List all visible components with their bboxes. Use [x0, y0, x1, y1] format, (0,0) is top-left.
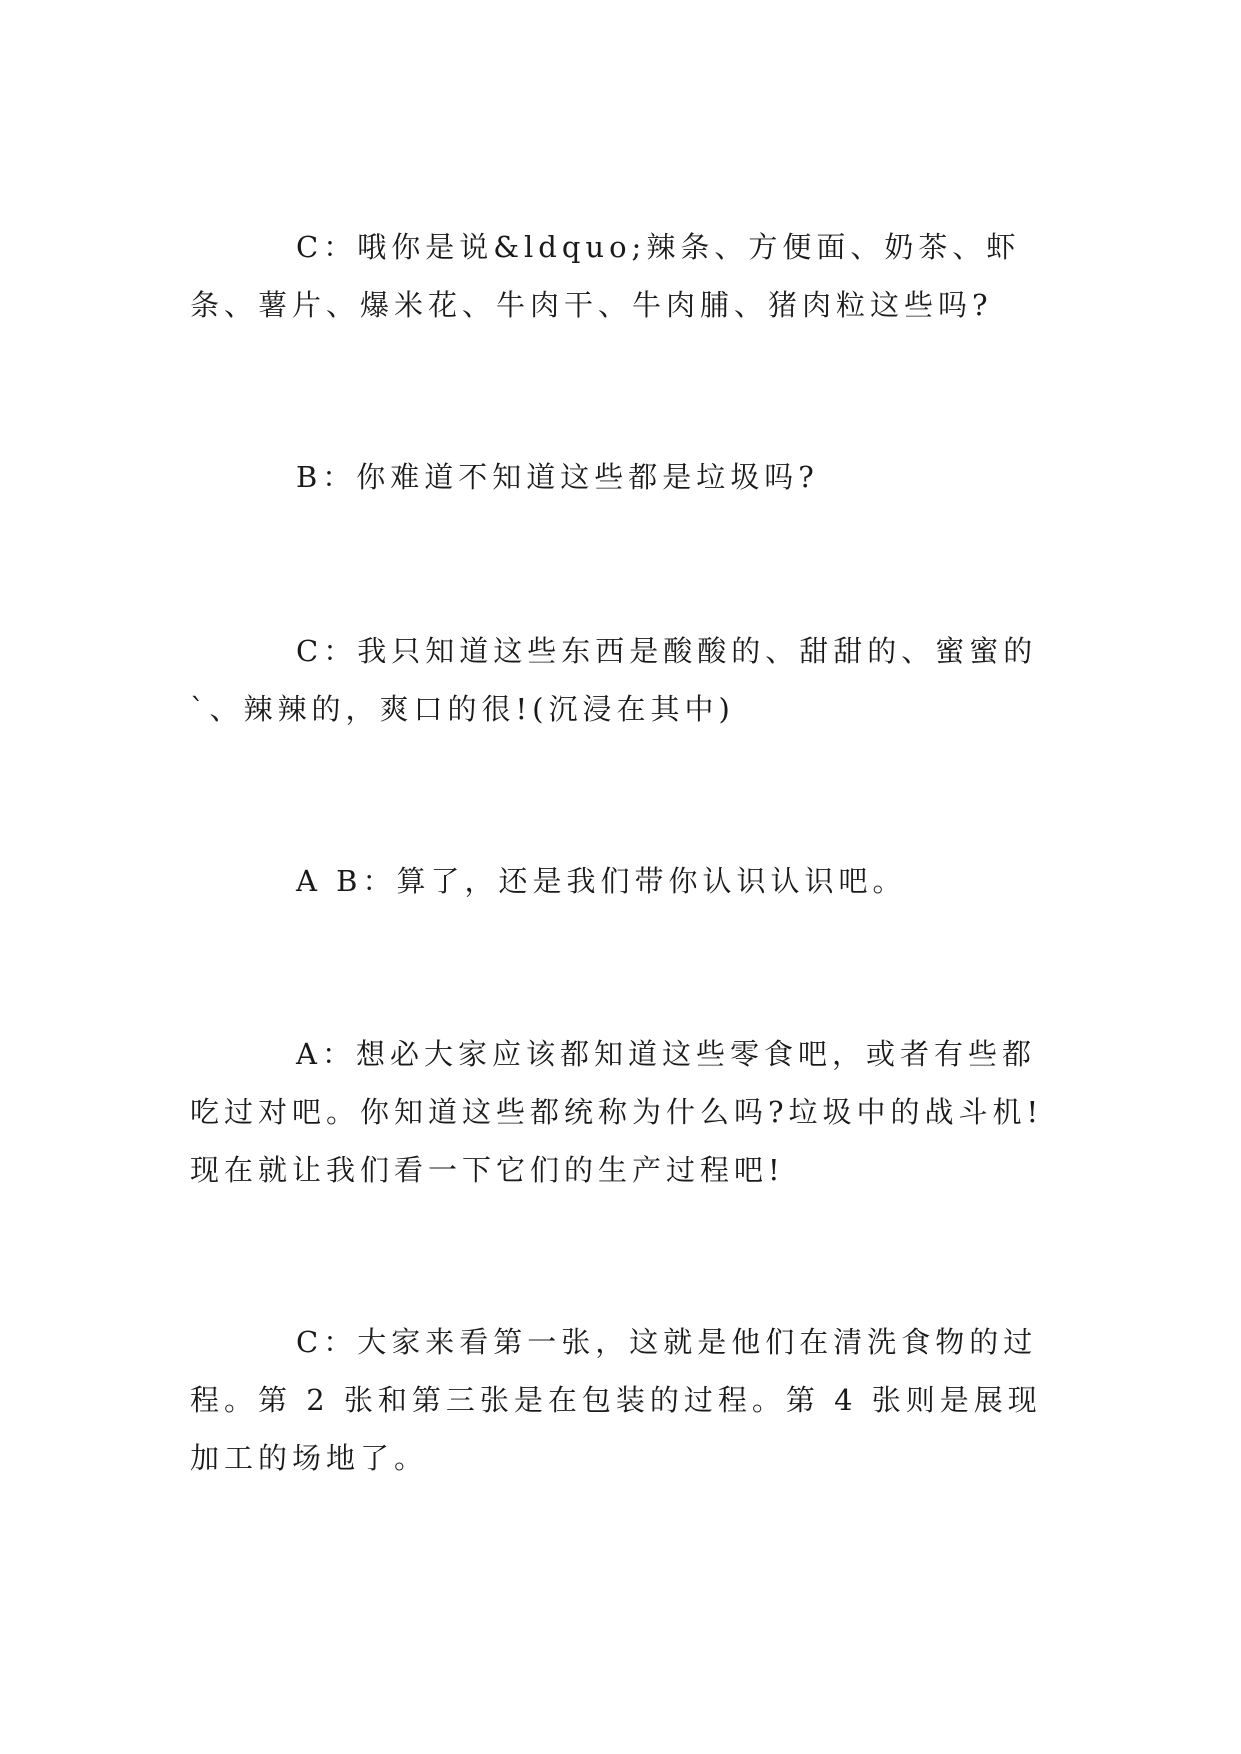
dialogue-paragraph-2: B：你难道不知道这些都是垃圾吗?	[296, 460, 819, 494]
dialogue-paragraph-4: A B：算了，还是我们带你认识认识吧。	[296, 864, 907, 898]
dialogue-paragraph-6: C：大家来看第一张，这就是他们在清洗食物的过程。第 2 张和第三张是在包装的过程。第 4 张则是展现加工的场地了。	[190, 1325, 1042, 1475]
dialogue-paragraph-1: C：哦你是说&ldquo;辣条、方便面、奶茶、虾条、薯片、爆米花、牛肉干、牛肉脯、猪肉粒这些吗?	[190, 230, 1021, 322]
dialogue-paragraph-5: A：想必大家应该都知道这些零食吧，或者有些都吃过对吧。你知道这些都统称为什么吗?垃圾中的战斗机!现在就让我们看一下它们的生产过程吧!	[190, 1037, 1044, 1187]
dialogue-paragraph-3: C：我只知道这些东西是酸酸的、甜甜的、蜜蜜的`、辣辣的，爽口的很!(沉浸在其中)	[190, 634, 1038, 726]
